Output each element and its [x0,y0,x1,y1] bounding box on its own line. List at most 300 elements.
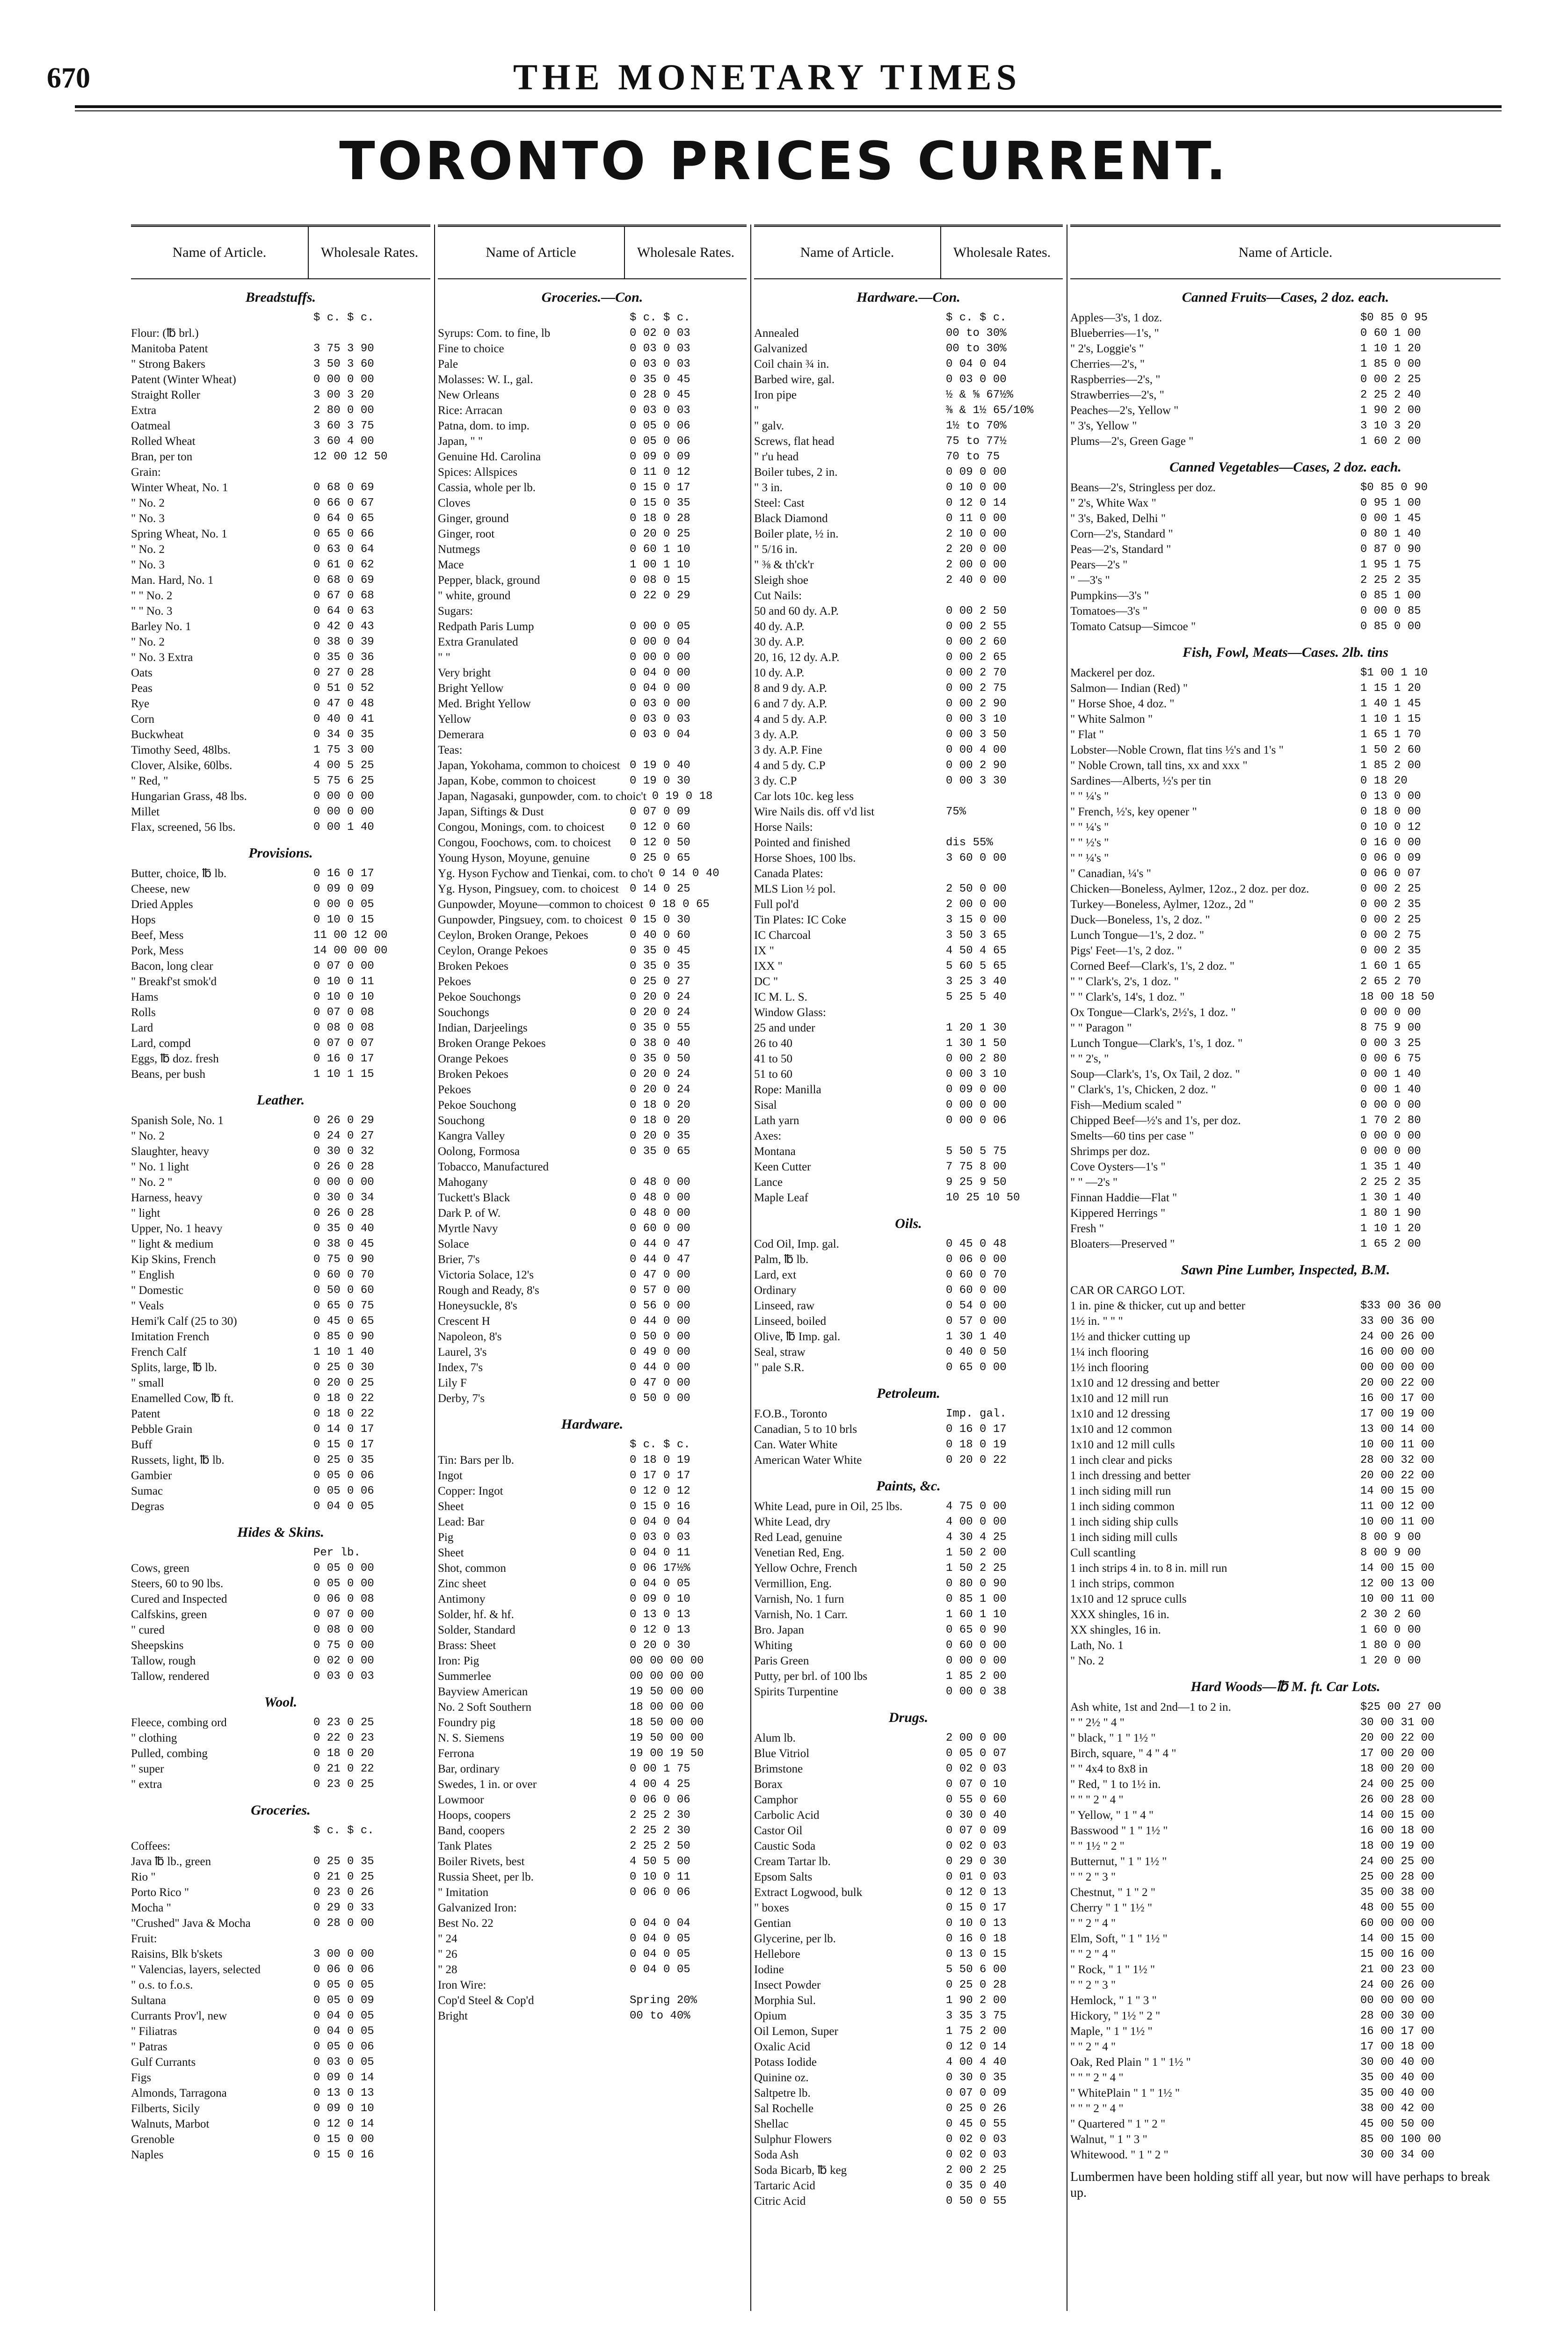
price-row [131,1051,430,1067]
article-name: Gunpowder, Pingsuey, com. to choicest [438,914,623,926]
price-row [131,1838,430,1854]
wholesale-rate: 0 23 0 26 [313,1886,374,1899]
article-name: Butternut, " 1 " 1½ " [1070,1855,1167,1868]
wholesale-rate: 0 00 2 60 [946,636,1007,648]
article-name: Sulphur Flowers [754,2133,832,2146]
price-row [438,1144,747,1159]
wholesale-rate: 0 00 6 75 [1360,1053,1421,1065]
wholesale-rate: 0 00 0 00 [946,1099,1007,1111]
article-name: Broken Pekoes [438,960,508,973]
wholesale-rate [624,1977,747,1993]
section-heading: Fish, Fowl, Meats—Cases. 2lb. tins [1182,645,1389,660]
price-row [438,1267,747,1283]
section-heading: Groceries. [251,1802,311,1818]
article-name: Finnan Haddie—Flat " [1070,1191,1177,1204]
price-row [131,480,430,495]
price-row [754,943,1063,959]
article-name: Screws, flat head [754,435,835,448]
wholesale-rate: 18 00 00 00 [630,1701,704,1714]
wholesale-rate: 0 26 0 29 [313,1114,374,1127]
article-name: Basswood " 1 " 1½ " [1070,1824,1168,1837]
price-row [438,1607,747,1622]
article-name: Elm, Soft, " 1 " 1½ " [1070,1932,1168,1945]
price-row [754,1761,1063,1777]
article-name: Rice: Arracan [438,404,503,417]
article-name: Indian, Darjeelings [438,1022,528,1034]
page-title: TORONTO PRICES CURRENT. [339,131,1229,192]
wholesale-rate: 0 35 0 65 [630,1145,690,1158]
price-row [131,1298,430,1314]
article-name: 1¼ inch flooring [1070,1346,1149,1358]
price-row [754,1051,1063,1067]
price-row [754,1900,1063,1916]
wholesale-rate: 12 00 13 00 [1360,1577,1435,1590]
article-name: Rough and Ready, 8's [438,1284,539,1297]
article-name: Corn [131,713,154,726]
wholesale-rate: 0 44 0 47 [630,1253,690,1266]
wholesale-rate: 0 00 0 00 [1360,1006,1421,1019]
price-row [1070,773,1501,789]
price-row [754,758,1063,773]
price-row [754,1854,1063,1869]
article-name: Citric Acid [754,2195,806,2208]
wholesale-rate: 9 25 9 50 [946,1176,1007,1189]
article-name: Butter, choice, ℔ lb. [131,867,227,880]
price-row [438,573,747,588]
wholesale-rate: 1 30 1 50 [946,1037,1007,1050]
price-row [438,1236,747,1252]
wholesale-rate: 0 20 0 24 [630,1083,690,1096]
price-row [1070,1869,1501,1885]
column-body [131,290,430,2163]
article-name: " Breakf'st smok'd [131,975,217,988]
article-name: Brass: Sheet [438,1639,496,1652]
wholesale-rate: 0 25 0 28 [946,1979,1007,1991]
article-name: " Flat " [1070,728,1104,741]
price-row [1070,974,1501,989]
price-row [754,1113,1063,1128]
wholesale-rate: 0 09 0 09 [630,450,690,463]
article-name: " " [438,651,450,664]
price-row [131,1468,430,1483]
price-row [131,418,430,434]
wholesale-rate [1355,1283,1501,1298]
wholesale-rate: 18 00 20 00 [1360,1763,1435,1775]
wholesale-rate [624,603,747,619]
price-row [131,727,430,742]
article-name: Gambier [131,1469,172,1482]
article-name: 26 to 40 [754,1037,792,1050]
article-name: " Yellow, " 1 " 4 " [1070,1809,1154,1822]
price-row [754,1236,1063,1252]
article-name: French Calf [131,1346,187,1358]
price-row [131,1144,430,1159]
wholesale-rate: 0 00 2 35 [1360,944,1421,957]
wholesale-rate: 0 48 0 00 [630,1191,690,1204]
article-name: Wire Nails dis. off v'd list [754,806,875,818]
article-name: Barbed wire, gal. [754,373,835,386]
price-row [131,1020,430,1036]
article-name: Derby, 7's [438,1392,485,1405]
price-row [438,1977,747,1993]
price-row [754,1406,1063,1422]
wholesale-rate: 0 35 0 40 [313,1222,374,1235]
wholesale-rate: 0 60 1 00 [1360,327,1421,340]
article-name: Solder, hf. & hf. [438,1608,514,1621]
article-name: Strawberries—2's, " [1070,389,1164,401]
price-row [1070,418,1501,434]
wholesale-rate: 0 95 1 00 [1360,497,1421,509]
wholesale-rate: 0 22 0 29 [630,589,690,602]
price-row [1070,959,1501,974]
article-name: Patent (Winter Wheat) [131,373,236,386]
wholesale-rate: 0 40 0 50 [946,1346,1007,1358]
wholesale-rate: 0 00 2 90 [946,759,1007,772]
wholesale-rate: 75 to 77½ [946,435,1007,448]
article-name: 40 dy. A.P. [754,620,805,633]
price-row [1070,526,1501,542]
wholesale-rate: 1 85 0 00 [1360,358,1421,370]
article-name: " " 2 " 3 " [1070,1979,1116,1991]
wholesale-rate: 30 00 34 00 [1360,2149,1435,2161]
article-name: " 24 [438,1932,457,1945]
article-name: Swedes, 1 in. or over [438,1778,537,1791]
article-name: Tartaric Acid [754,2179,815,2192]
wholesale-rate: 0 11 0 12 [630,466,690,479]
price-row [754,1977,1063,1993]
price-row [131,974,430,989]
wholesale-rate: 0 15 0 30 [630,914,690,926]
wholesale-rate: 0 12 0 14 [313,2118,374,2130]
wholesale-rate: 3 60 0 00 [946,852,1007,864]
article-name: " " ¼'s " [1070,852,1109,864]
wholesale-rate: 0 34 0 35 [313,728,374,741]
article-name: " white, ground [438,589,511,602]
wholesale-rate: 0 12 0 60 [630,821,690,834]
wholesale-rate: 4 00 4 40 [946,2056,1007,2069]
price-row [754,588,1063,603]
price-row [1070,387,1501,403]
price-row [754,341,1063,356]
wholesale-rate: Per lb. [313,1547,361,1559]
price-row [131,2055,430,2070]
article-name: " " No. 3 [131,605,173,617]
wholesale-rate: 1 50 2 00 [946,1547,1007,1559]
wholesale-rate: 10 00 11 00 [1360,1516,1435,1528]
wholesale-rate: 0 75 0 00 [313,1639,374,1652]
price-row [754,850,1063,866]
wholesale-rate: 2 25 2 35 [1360,574,1421,587]
wholesale-rate: 0 04 0 05 [630,1577,690,1590]
wholesale-rate: 0 16 0 17 [313,1053,374,1065]
wholesale-rate: 0 44 0 00 [630,1315,690,1328]
wholesale-rate: 0 13 0 13 [630,1608,690,1621]
wholesale-rate: 0 03 0 00 [946,373,1007,386]
wholesale-rate: 0 23 0 25 [313,1716,374,1729]
price-row [438,1823,747,1838]
price-row [1070,603,1501,619]
article-name: Axes: [754,1130,782,1142]
wholesale-rate: 20 00 22 00 [1360,1732,1435,1744]
price-row [131,1622,430,1638]
article-name: " Veals [131,1300,164,1312]
article-name: Japan, " " [438,435,483,448]
article-name: 1 inch siding common [1070,1500,1175,1513]
wholesale-rate: 0 00 0 06 [946,1114,1007,1127]
price-row [754,804,1063,820]
column-header-name: Name of Article. [172,245,267,260]
price-row [438,1453,747,1468]
article-name: Ash white, 1st and 2nd—1 to 2 in. [1070,1701,1231,1714]
price-row [754,1823,1063,1838]
article-name: Sleigh shoe [754,574,808,587]
price-row [1070,1236,1501,1252]
wholesale-rate: 4 75 0 00 [946,1500,1007,1513]
article-name: " English [131,1269,174,1281]
article-name: Summerlee [438,1670,491,1683]
article-name: " Clark's, 1's, Chicken, 2 doz. " [1070,1083,1216,1096]
article-name [438,310,624,326]
price-row [438,2008,747,2024]
wholesale-rate: 0 60 0 70 [313,1269,374,1281]
wholesale-rate: 0 60 0 70 [946,1269,1007,1281]
wholesale-rate: 2 20 0 00 [946,543,1007,556]
article-name: Pepper, black, ground [438,574,540,587]
price-row [131,1206,430,1221]
article-name: " —3's " [1070,574,1110,587]
price-row [131,495,430,511]
price-row [131,1113,430,1128]
wholesale-rate: 0 16 0 18 [946,1932,1007,1945]
wholesale-rate: 1 60 0 00 [1360,1624,1421,1636]
wholesale-rate: 0 00 2 25 [1360,883,1421,895]
wholesale-rate: 26 00 28 00 [1360,1794,1435,1806]
price-row [438,557,747,573]
wholesale-rate: 1 30 1 40 [946,1330,1007,1343]
price-row [438,681,747,696]
article-name: IXX " [754,960,783,973]
article-name: Med. Bright Yellow [438,697,531,710]
article-name: Russets, light, ℔ lb. [131,1454,225,1467]
article-name [438,1437,624,1453]
wholesale-rate: dis 55% [946,836,993,849]
price-row [754,2116,1063,2132]
wholesale-rate: 0 03 0 03 [630,404,690,417]
article-name: Venetian Red, Eng. [754,1547,845,1559]
wholesale-rate [940,866,1063,881]
article-name: " " —2's " [1070,1176,1118,1189]
column-divider [434,225,435,2311]
price-row [131,2008,430,2024]
price-row [1070,1730,1501,1746]
article-name: Lard, ext [754,1269,797,1281]
wholesale-rate: 1 65 2 00 [1360,1238,1421,1250]
wholesale-rate: 0 03 0 05 [313,2056,374,2069]
price-row [754,835,1063,850]
price-row [754,603,1063,619]
wholesale-rate: 0 04 0 04 [630,1516,690,1528]
wholesale-rate: 0 03 0 00 [630,697,690,710]
wholesale-rate: 0 35 0 36 [313,651,374,664]
price-row [438,1931,747,1947]
article-name: Antimony [438,1593,486,1605]
article-name: Rolled Wheat [131,435,196,448]
price-row [1070,1329,1501,1344]
article-name: Cull scantling [1070,1547,1136,1559]
wholesale-rate: 0 12 0 12 [630,1485,690,1497]
article-name: Tobacco, Manufactured [438,1161,549,1173]
price-row [131,1576,430,1591]
wholesale-rate: $ c. $ c. [313,1824,374,1837]
article-name: 8 and 9 dy. A.P. [754,682,828,695]
price-row [131,557,430,573]
article-name: American Water White [754,1454,862,1467]
wholesale-rate: 0 18 0 22 [313,1392,374,1405]
price-row [754,974,1063,989]
article-name: 1½ in. " " " [1070,1315,1123,1328]
wholesale-rate: 0 11 0 00 [946,512,1007,525]
article-name: 1 inch siding ship culls [1070,1516,1178,1528]
wholesale-rate: 0 00 3 30 [946,775,1007,787]
price-row [131,897,430,912]
wholesale-rate [308,465,430,480]
article-name: Lath yarn [754,1114,799,1127]
wholesale-rate: 30 00 40 00 [1360,2056,1435,2069]
wholesale-rate: 0 54 0 00 [946,1300,1007,1312]
wholesale-rate: 0 65 0 90 [946,1624,1007,1636]
wholesale-rate: 0 04 0 00 [630,682,690,695]
article-name: Lead: Bar [438,1516,485,1528]
price-row [131,1761,430,1777]
article-name: Walnut, " 1 " 3 " [1070,2133,1147,2146]
wholesale-rate: 0 00 3 10 [946,1068,1007,1081]
wholesale-rate: 0 15 0 16 [630,1500,690,1513]
price-row [754,1144,1063,1159]
column-body [754,290,1063,2209]
article-name: Java ℔ lb., green [131,1855,211,1868]
article-name: " Red, " [131,775,168,787]
price-row [131,573,430,588]
article-name: Hams [131,991,159,1003]
price-row [1070,588,1501,603]
price-row [438,1869,747,1885]
article-name: " " " 2 " 4 " [1070,2102,1124,2115]
price-row [131,310,430,326]
article-name: " WhitePlain " 1 " 1½ " [1070,2087,1180,2099]
price-row [1070,1360,1501,1375]
wholesale-rate: 0 10 0 10 [313,991,374,1003]
price-row [438,326,747,341]
price-row [754,2085,1063,2101]
price-row [131,2101,430,2116]
wholesale-rate: 00 to 30% [946,342,1007,355]
wholesale-rate: 0 18 0 20 [313,1747,374,1760]
wholesale-rate: 1 90 2 00 [1360,404,1421,417]
article-name: Orange Pekoes [438,1053,508,1065]
wholesale-rate: 0 04 0 05 [630,1932,690,1945]
wholesale-rate: 0 00 0 00 [313,373,374,386]
wholesale-rate: 0 07 0 10 [946,1778,1007,1791]
wholesale-rate: 5 75 6 25 [313,775,374,787]
wholesale-rate: 0 00 3 25 [1360,1037,1421,1050]
wholesale-rate: 1 10 1 20 [1360,1222,1421,1235]
price-row [131,742,430,758]
price-row [131,912,430,928]
price-row [438,1808,747,1823]
wholesale-rate: 13 00 14 00 [1360,1423,1435,1436]
wholesale-rate: 0 00 0 00 [630,651,690,664]
price-row [131,1267,430,1283]
article-name: White Lead, dry [754,1516,831,1528]
wholesale-rate: 0 35 0 50 [630,1053,690,1065]
article-name: Lowmoor [438,1794,484,1806]
price-row [1070,1591,1501,1607]
price-row [438,1159,747,1175]
wholesale-rate [940,588,1063,603]
wholesale-rate: 1 95 1 75 [1360,559,1421,571]
price-row [754,1792,1063,1808]
article-name: DC " [754,975,778,988]
price-row [438,434,747,449]
price-row [754,2163,1063,2178]
article-name: Rio " [131,1871,156,1883]
article-name: Degras [131,1500,164,1513]
wholesale-rate: 0 30 0 32 [313,1145,374,1158]
price-row [1070,866,1501,881]
article-name: Sumac [131,1485,163,1497]
wholesale-rate: ½ & ⅝ 67½% [946,389,1014,401]
wholesale-rate: 0 00 0 05 [313,898,374,911]
wholesale-rate: 0 64 0 65 [313,512,374,525]
article-name: Pekoe Souchongs [438,991,521,1003]
wholesale-rate: 0 13 0 00 [1360,790,1421,803]
article-name: Cows, green [131,1562,189,1575]
price-row [131,1869,430,1885]
wholesale-rate: 0 06 0 06 [630,1886,690,1899]
wholesale-rate: 0 03 0 03 [313,1670,374,1683]
wholesale-rate: 0 02 0 00 [313,1655,374,1667]
article-name: Gulf Currants [131,2056,196,2069]
price-row [438,1190,747,1206]
wholesale-rate: 0 50 0 55 [946,2195,1007,2208]
price-row [438,1206,747,1221]
article-name: Raspberries—2's, " [1070,373,1161,386]
price-row [754,2070,1063,2085]
wholesale-rate: ⅜ & 1½ 65/10% [946,404,1034,417]
wholesale-rate: 30 00 31 00 [1360,1716,1435,1729]
price-row [438,1283,747,1298]
article-name: Olive, ℔ Imp. gal. [754,1330,841,1343]
wholesale-rate: 2 25 2 30 [630,1824,690,1837]
article-name: Fleece, combing ord [131,1716,227,1729]
price-row [438,789,747,804]
article-name: Oil Lemon, Super [754,2025,838,2038]
price-row [438,1221,747,1236]
wholesale-rate: 0 20 0 24 [630,1006,690,1019]
price-row [438,1128,747,1144]
price-row [438,1375,747,1391]
price-row [1070,897,1501,912]
article-name: Redpath Paris Lump [438,620,534,633]
price-row [438,1483,747,1499]
article-name: " No. 2 [131,497,165,509]
article-name: 1 inch siding mill run [1070,1485,1171,1497]
article-name: Linseed, boiled [754,1315,827,1328]
price-row [438,449,747,465]
price-row [1070,1576,1501,1591]
article-name: "Crushed" Java & Mocha [131,1917,251,1930]
article-name: Varnish, No. 1 Carr. [754,1608,848,1621]
